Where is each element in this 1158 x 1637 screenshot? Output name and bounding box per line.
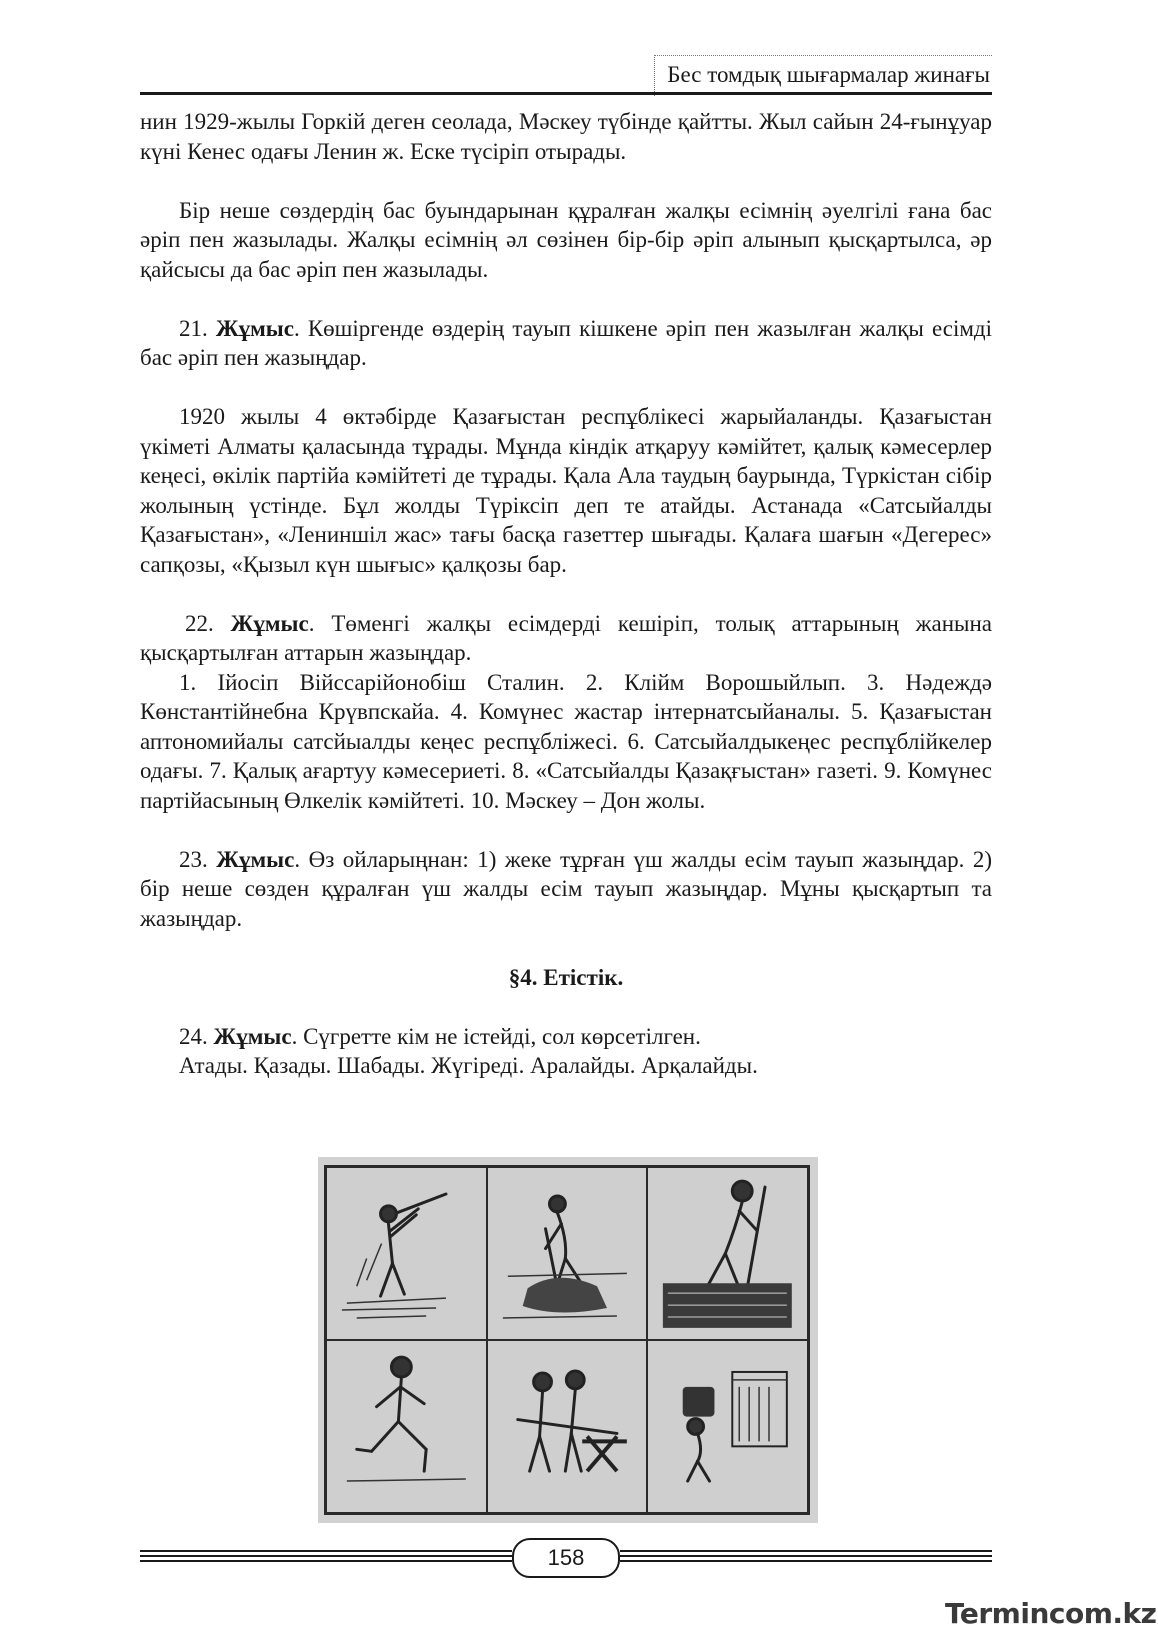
exercise-label: Жұмыс [216,846,295,872]
exercise-number: 22. [185,610,214,636]
illustration-sawing [487,1340,648,1513]
running-title: Бес томдық шығармалар жинағы [654,55,992,96]
footer-rule-right [620,1550,992,1552]
page-number: 158 [512,1538,620,1578]
illustration-figure [318,1157,818,1523]
page-body [140,107,992,1081]
exercise-text: . Өз ойларыңнан: 1) жеке тұрған үш жалды есім тауып жазыңдар. 2) бір неше сөзден құралған үш жалды есім тауып жазыңдар. Мұны қысқартып та жазыңдар. [140,846,992,931]
names-list: 1. Ійосіп Війссарійонобіш Сталин. 2. Клійм Ворошыйлып. 3. Нәдеждә Көнстантійнебна Крүвпскайа. 4. Комүнес жастар інтернатсыйаналы. 5. Қазағыстан аптономийалы сатсйыалды кеңес респұбліжесі. 6. Сатсыйалдыкеңес респұблійкелер одағы. 7. Қалық ағартуу кәмесериеті. 8. «Сатсыйалды Қазақғыстан» газеті. 9. Комүнес партійасының Өлкелік кәмійтеті. 10. Мәскеу – Дон жолы. [140,669,992,813]
illustration-hoeing [647,1167,808,1340]
paragraph-kazakhstan: 1920 жылы 4 өктәбірде Қазағыстан респұблікесі жарыйаланды. Қазағыстан үкіметі Алматы қаласында тұрады. Мұнда кіндік атқаруу кәмійтет, қалық кәмесерлер кеңесі, өкілік партійа кәмійтеті де тұрады. Қала Ала таудың баурында, Түркістан сібір жолының үстінде. Бұл жолды Түріксіп деп те атайды. Астанада «Сатсыйалды Қазағыстан», «Лениншіл жас» тағы басқа газеттер шығады. Қалаға шағын «Дегерес» сапқозы, «Қызыл күн шығыс» қалқозы бар. [140,404,992,577]
exercise-23 [140,845,992,934]
exercise-number: 21. [179,315,208,341]
exercise-text: . Сүгретте кім не істейді, сол көрсетілген. [291,1023,701,1049]
footer-rule-left [140,1550,512,1552]
section-title: §4. Етістік. [508,964,624,990]
paragraph-rule: Бір неше сөздердің бас буындарынан құралған жалқы есімнің әуелгілі ғана бас әріп пен жазылады. Жалқы есімнің әл сөзінен бір-бір әріп алынып қысқартылса, әр қайсысы да бас әріп пен жазылады. [140,197,992,282]
carrying-man-drawing [648,1341,807,1512]
footer-rule-left [140,1560,512,1562]
footer-rule-left [140,1555,512,1557]
exercise-22 [140,609,992,668]
illustration-running [326,1340,487,1513]
sawing-men-drawing [488,1341,647,1512]
exercise-label: Жұмыс [230,610,309,636]
running-header [140,55,992,95]
exercise-label: Жұмыс [213,1023,292,1049]
footer-rule-right [620,1555,992,1557]
exercise-number: 24. [179,1023,208,1049]
exercise-label: Жұмыс [215,315,294,341]
exercise-text: . Төменгі жалқы есімдерді кешіріп, толық аттарының жанына қысқартылған аттарын жазыңдар. [140,610,992,665]
digging-man-drawing [488,1168,647,1339]
illustration-grid [324,1165,810,1515]
exercise-24 [140,1022,992,1052]
shooting-man-drawing [327,1168,486,1339]
watermark-logo: Termincom.kz [945,1597,1157,1630]
illustration-shooting [326,1167,487,1340]
paragraph-continuation: нин 1929-жылы Горкій деген сеолада, Мәскеу түбінде қайтты. Жыл сайын 24-ғынұуар күні Кенес одағы Ленин ж. Еске түсіріп отырады. [140,109,992,164]
running-man-drawing [327,1341,486,1512]
exercise-number: 23. [179,846,208,872]
footer-rule-right [620,1560,992,1562]
exercise-21 [140,314,992,373]
illustration-digging [487,1167,648,1340]
header-rule [140,92,992,95]
hoeing-man-drawing [648,1168,807,1339]
illustration-carrying [647,1340,808,1513]
exercise-text: . Көшіргенде өздерің тауып кішкене әріп пен жазылған жалқы есімді бас әріп пен жазыңдар. [140,315,993,370]
verbs-list: Атады. Қазады. Шабады. Жүгіреді. Аралайды. Арқалайды. [179,1053,758,1078]
page-footer [140,1538,992,1578]
